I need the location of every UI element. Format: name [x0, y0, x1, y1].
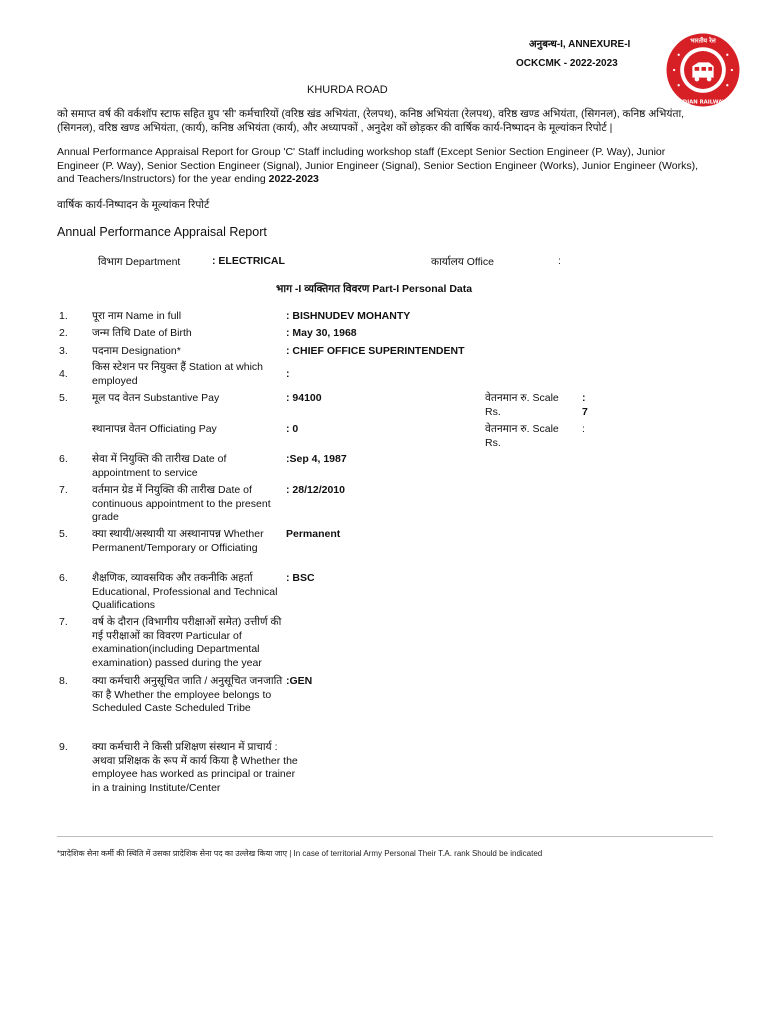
row-number: 3. — [59, 345, 68, 357]
intro-english-year: 2022-2023 — [268, 173, 319, 186]
row-label: शैक्षणिक, व्यावसयिक और तकनीकि अहर्ता Educational, Professional and Technical Qualifications — [92, 572, 278, 612]
row-value: : 0 — [286, 423, 299, 435]
footnote: *प्रादेशिक सेना कर्मी की स्थिति में उसका प्रादेशिक सेना पद का उल्लेख किया जाए | In case of territorial Army Personal Their T.A. rank Should be indicated — [57, 849, 543, 858]
row-value: : 28/12/2010 — [286, 484, 345, 496]
row-label: वर्तमान ग्रेड में नियुक्ति की तारीख Date of continuous appointment to the present grade — [92, 484, 271, 524]
row-label: क्या स्थायी/अस्थायी या अस्थानापन्न Whether Permanent/Temporary or Officiating — [92, 528, 264, 554]
row-number: 6. — [59, 572, 68, 584]
row-label: मूल पद वेतन Substantive Pay — [92, 392, 220, 404]
row-label: स्थानापन्न वेतन Officiating Pay — [92, 423, 217, 435]
row-value: : 94100 — [286, 392, 322, 404]
row-value: : — [286, 368, 290, 380]
intro-english — [57, 146, 707, 187]
scale-value: : — [582, 423, 585, 435]
intro-english-text: Annual Performance Appraisal Report for Group 'C' Staff including workshop staff (Except Senior Section Engineer (P. Way), Junior Engineer (P. Way), Senior Section Engineer (Signal), Junior Engineer (Signal), Senior Section Engineer (Works), Junior Engineer (Works), and Teachers/Instructors) for the year ending — [57, 146, 698, 186]
row-value: :Sep 4, 1987 — [286, 453, 347, 465]
office-label: कार्यालय Office — [431, 256, 494, 268]
row-label: पूरा नाम Name in full — [92, 310, 182, 322]
report-title: Annual Performance Appraisal Report — [57, 225, 267, 239]
department-value: : ELECTRICAL — [212, 255, 285, 267]
logo-text-bottom: INDIAN RAILWAYS — [676, 99, 730, 106]
scale-label: वेतनमान रु. Scale Rs. — [485, 392, 559, 418]
row-number: 5. — [59, 392, 68, 404]
row-label: वर्ष के दौरान (विभागीय परीक्षाओं समेत) उत्तीर्ण की गई परीक्षाओं का विवरण Particular of examination(including Departmental examination) passed during the year — [92, 616, 282, 669]
row-value: Permanent — [286, 528, 341, 540]
row-label: सेवा में नियुक्ति की तारीख Date of appointment to service — [92, 453, 227, 479]
row-number: 1. — [59, 310, 68, 322]
row-label: पदनाम Designation* — [92, 345, 181, 357]
department-label: विभाग Department — [98, 256, 181, 268]
hindi-report-title: वार्षिक कार्य-निष्पादन के मूल्यांकन रिपोर्ट — [57, 199, 210, 211]
row-label: क्या कर्मचारी अनुसूचित जाति / अनुसूचित जनजाति का है Whether the employee belongs to Scheduled Caste Scheduled Tribe — [92, 675, 283, 715]
row-value: : May 30, 1968 — [286, 327, 357, 339]
row-value: :GEN — [286, 675, 313, 687]
intro-hindi: को समाप्त वर्ष की वर्कशॉप स्टाफ सहित ग्रुप 'सी' कर्मचारियों (वरिष्ठ खंड अभियंता, (रेलपथ), कनिष्ठ अभियंता (रेलपथ), वरिष्ठ खण्ड अभियंता, (सिगनल), कनिष्ठ अभियंता, (सिगनल), वरिष्ठ खण्ड अभियंता, (कार्य), कनिष्ठ अभियंता (कार्य), और अध्यापकों , अनुदेश कों छोड़कर की वार्षिक कार्य-निष्पादन के मूल्यांकन रिपोर्ट | — [57, 108, 685, 134]
part-title: भाग -I व्यक्तिगत विवरण Part-I Personal Data — [276, 283, 473, 295]
indian-railways-logo-icon — [665, 32, 741, 108]
row-number: 5. — [59, 528, 68, 540]
row-number: 8. — [59, 675, 68, 687]
office-value: : — [558, 255, 561, 267]
row-number: 9. — [59, 741, 68, 753]
row-number: 7. — [59, 484, 68, 496]
row-number: 2. — [59, 327, 68, 339]
annexure-label: अनुबन्ध-I, ANNEXURE-I — [529, 39, 631, 50]
row-number: 7. — [59, 616, 68, 628]
row-value: : CHIEF OFFICE SUPERINTENDENT — [286, 345, 465, 357]
row-value: : BISHNUDEV MOHANTY — [286, 310, 411, 322]
row-label: जन्म तिथि Date of Birth — [92, 327, 192, 339]
reference-code: OCKCMK - 2022-2023 — [516, 58, 618, 69]
row-number: 4. — [59, 368, 68, 380]
logo-text-top: भारतीय रेल — [690, 37, 716, 45]
footnote-divider — [57, 836, 713, 837]
division-title: KHURDA ROAD — [307, 84, 388, 96]
scale-label: वेतनमान रु. Scale Rs. — [485, 423, 559, 449]
row-value: : BSC — [286, 572, 315, 584]
row-label: किस स्टेशन पर नियुक्त हैं Station at which employed — [92, 361, 264, 387]
scale-value: : 7 — [582, 392, 588, 418]
row-number: 6. — [59, 453, 68, 465]
row-label: क्या कर्मचारी ने किसी प्रशिक्षण संस्थान में प्राचार्य : अथवा प्रशिक्षक के रूप में कार्य किया है Whether the employee has worked as principal or trainer in a training Institute/Center — [92, 741, 298, 794]
